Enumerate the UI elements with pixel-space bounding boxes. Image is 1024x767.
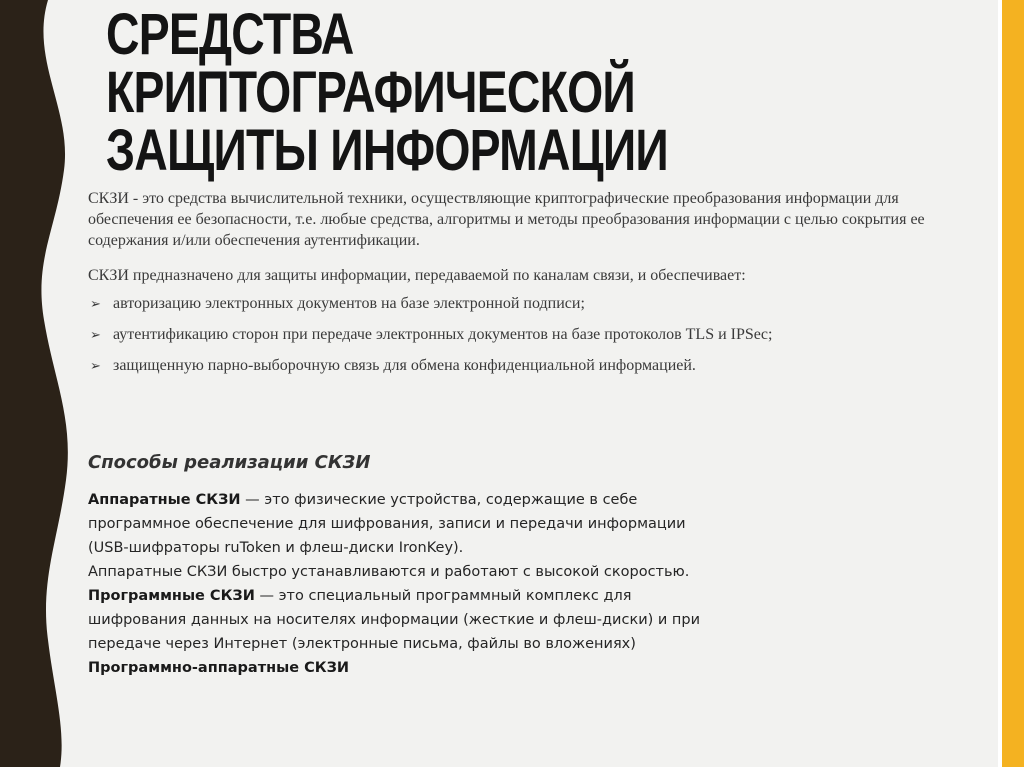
list-item xyxy=(88,324,948,345)
methods-section xyxy=(88,488,728,680)
purpose-list xyxy=(88,293,948,376)
list-item xyxy=(88,293,948,314)
methods-heading: Способы реализации СКЗИ xyxy=(88,452,371,473)
intro-section xyxy=(88,188,948,386)
hardware-text: — это физические устройства, содержащие в себе программное обеспечение для шифрования, записи и передачи информации (USB-шифраторы ruToken и флеш-диски IronKey). xyxy=(88,492,686,556)
combined-term: Программно-аппаратные СКЗИ xyxy=(88,660,350,676)
list-item-text: авторизацию электронных документов на базе электронной подписи; xyxy=(113,295,585,312)
intro-definition: СКЗИ - это средства вычислительной техники, осуществляющие криптографические преобразования информации для обеспечения ее безопасности, т.е. любые средства, алгоритмы и методы преобразования информации с целью сокрытия ее содержания и/или обеспечения аутентификации. xyxy=(88,190,925,249)
title-line-1: СРЕДСТВА КРИПТОГРАФИЧЕСКОЙ xyxy=(106,2,635,125)
arrow-bullet-icon: ➢ xyxy=(90,327,101,342)
hardware-term: Аппаратные СКЗИ xyxy=(88,492,241,508)
intro-purpose: СКЗИ предназначено для защиты информации, передаваемой по каналам связи, и обеспечивает: xyxy=(88,267,746,284)
list-item-text: защищенную парно-выборочную связь для обмена конфиденциальной информацией. xyxy=(113,357,696,374)
slide-title xyxy=(106,2,810,183)
list-item-text: аутентификацию сторон при передаче электронных документов на базе протоколов TLS и IPSec; xyxy=(113,326,773,343)
hardware-note: Аппаратные СКЗИ быстро устанавливаются и работают с высокой скоростью. xyxy=(88,564,690,580)
arrow-bullet-icon: ➢ xyxy=(90,296,101,311)
software-term: Программные СКЗИ xyxy=(88,588,255,604)
arrow-bullet-icon: ➢ xyxy=(90,358,101,373)
software-text: — это специальный программный комплекс для шифрования данных на носителях информации (жесткие и флеш-диски) и при передаче через Интернет (электронные письма, файлы во вложениях) xyxy=(88,588,701,652)
software-paragraph xyxy=(88,584,728,656)
title-line-2: ЗАЩИТЫ ИНФОРМАЦИИ xyxy=(106,118,668,183)
hardware-paragraph xyxy=(88,488,728,560)
right-accent-bar xyxy=(1002,0,1024,767)
list-item xyxy=(88,355,948,376)
combined-paragraph xyxy=(88,656,728,680)
left-decorative-wave xyxy=(0,0,80,767)
